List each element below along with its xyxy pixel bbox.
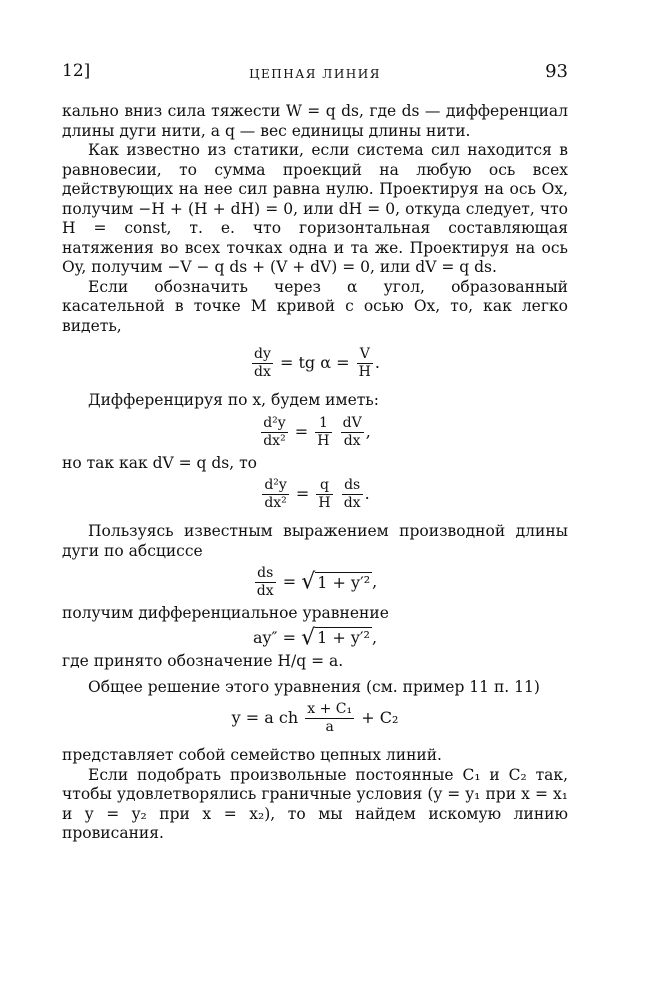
eq5-lhs: ay″ = [252, 627, 296, 647]
eq2-end: , [365, 421, 371, 441]
eq3-den: dx² [264, 495, 287, 511]
eq2-den3: dx [341, 432, 364, 450]
eq1-den2: H [358, 364, 371, 380]
eq6-rhs: + C₂ [361, 708, 399, 728]
eq5-sqrt: √ 1 + y′² [301, 625, 370, 651]
paragraph: Общее решение этого уравнения (см. пример 11 п. 11) [88, 677, 540, 696]
equation-1 [62, 346, 568, 381]
paragraph: кально вниз сила тяжести W = q ds, где ds — дифференциал длины дуги нити, а q — вес единицы длины нити. [62, 102, 568, 140]
equation-2 [62, 415, 568, 450]
eq5-root: 1 + y′² [317, 628, 370, 648]
eq1-num2: V [359, 346, 370, 362]
eq4-end: , [372, 572, 378, 591]
eq2-num: d²y [263, 414, 286, 431]
eq1-den: dx [252, 363, 273, 381]
paragraph: но так как dV = q ds, то [62, 453, 258, 472]
eq5-end: , [371, 627, 378, 647]
running-title: ЦЕПНАЯ ЛИНИЯ [249, 67, 381, 81]
eq2-num2: 1 [318, 414, 328, 431]
paragraph: Если обозначить через α угол, образованный касательной в точке M кривой с осью Ox, то, как легко видеть, [62, 277, 568, 335]
eq2-mid: = [294, 421, 309, 441]
eq4-sqrt: √ 1 + y′² [301, 569, 371, 595]
eq3-end: . [364, 484, 370, 503]
eq4-num: ds [257, 565, 274, 581]
eq4-root: 1 + y′² [317, 572, 371, 592]
eq4-den: dx [256, 583, 274, 599]
eq2-den2: H [317, 432, 330, 449]
eq3-num2: q [320, 477, 329, 493]
paragraph: Пользуясь известным выражением производной длины дуги по абсциссе [62, 522, 568, 560]
page-body [62, 102, 568, 844]
paragraph: Дифференцируя по x, будем иметь: [88, 391, 379, 409]
eq6-lhs: y = a ch [231, 708, 299, 728]
eq3-den2: H [318, 495, 331, 511]
paragraph: где принято обозначение H/q = a. [62, 652, 344, 671]
eq3-mid: = [295, 484, 310, 503]
running-header [62, 62, 568, 84]
eq3-num: d²y [264, 477, 287, 493]
eq2-num3: dV [342, 414, 362, 431]
equation-5 [62, 625, 568, 651]
eq3-den3: dx [343, 495, 361, 511]
paragraph: получим дифференциальное уравнение [62, 604, 389, 622]
paragraph: Как известно из статики, если система сил находится в равновесии, то сумма проекций на любую ось всех действующих на нее сил равна нулю. Проектируя на ось Ox, получим −H + (H + dH) = 0, или dH = 0, откуда следует, что H = const, т. е. что горизонтальная составляющая натяжения во всех точках одна и та же. Проектируя на ось Oy, получим −V − q ds + (V + dV) = 0, или dV = q ds. [62, 141, 568, 276]
eq1-mid: = tg α = [280, 353, 350, 372]
eq3-num3: ds [344, 477, 361, 493]
section-number: 12] [62, 61, 91, 81]
eq6-den: a [305, 718, 354, 736]
eq6-num: x + C₁ [307, 701, 353, 718]
equation-3 [62, 477, 568, 512]
eq2-den: dx² [263, 432, 286, 449]
eq1-num: dy [254, 346, 271, 362]
equation-6 [62, 701, 568, 736]
paragraph: Если подобрать произвольные постоянные C₁ и C₂ так, чтобы удовлетворялись граничные условия (y = y₁ при x = x₁ и y = y₂ при x = x₂), то мы найдем искомую линию провисания. [62, 765, 568, 843]
equation-4 [62, 565, 568, 600]
page-number: 93 [545, 61, 568, 82]
paragraph: представляет собой семейство цепных линий. [62, 746, 442, 765]
eq4-mid: = [282, 572, 297, 591]
eq1-end: . [374, 353, 380, 372]
